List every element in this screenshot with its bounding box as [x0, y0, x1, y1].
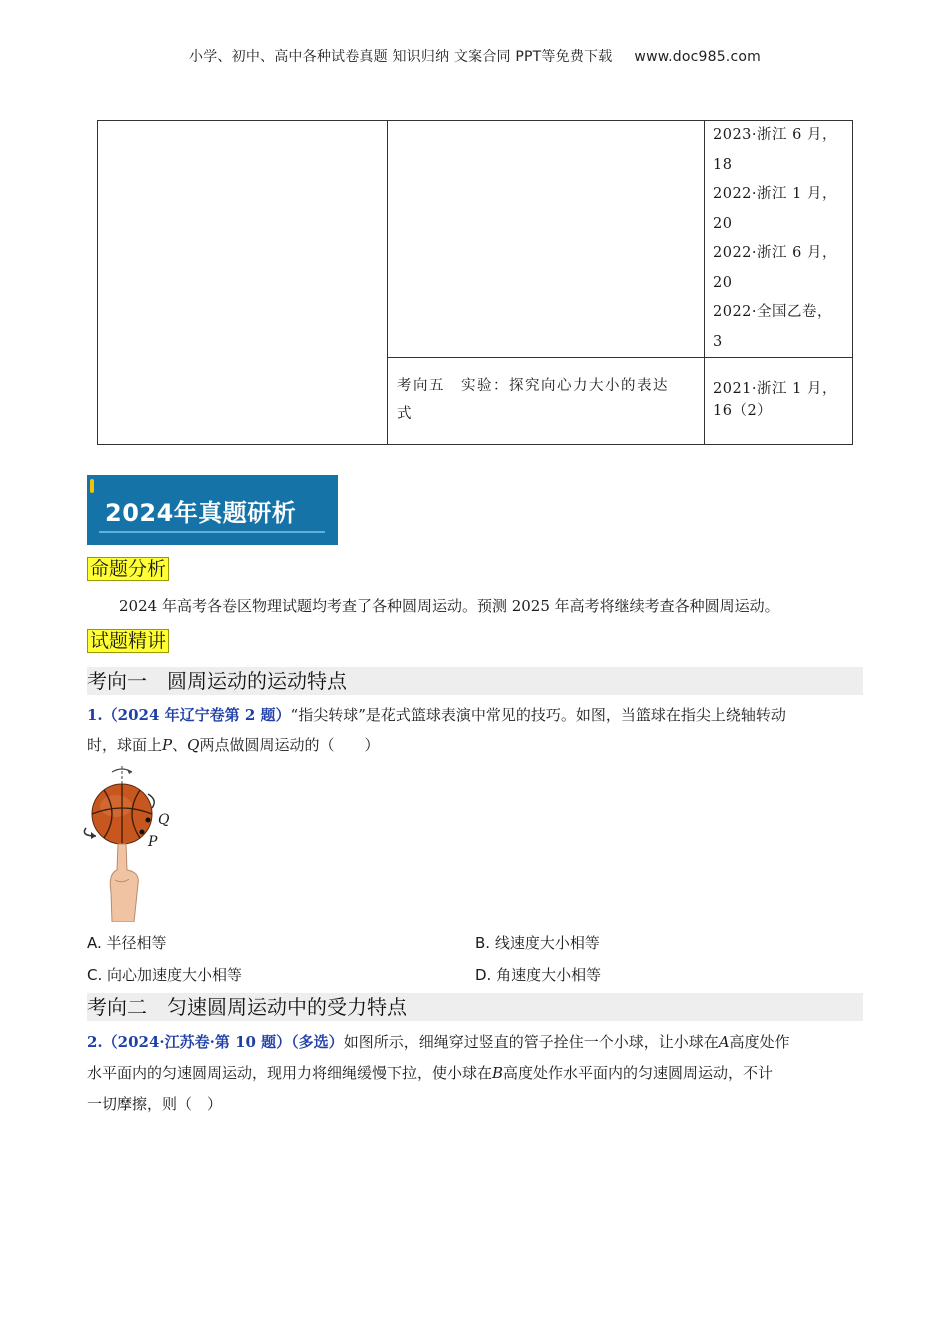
section-banner	[87, 475, 338, 545]
variable-p: P	[162, 736, 173, 754]
option-d[interactable]	[475, 964, 601, 985]
option-label: D.	[475, 966, 492, 984]
exam-table	[97, 120, 853, 445]
question-number: 2.	[87, 1033, 103, 1051]
question-1	[87, 700, 877, 760]
question-source: （2024 年辽宁卷第 2 题）	[102, 706, 291, 724]
banner-accent	[90, 479, 94, 493]
question-text: 高度处作	[729, 1033, 790, 1051]
question-text: 水平面内的匀速圆周运动，现用力将细绳缓慢下拉，使小球在	[87, 1064, 493, 1082]
practice-label: 试题精讲	[87, 629, 169, 653]
header-site-link[interactable]: www.doc985.com	[634, 49, 761, 65]
source-line: 16（2）	[713, 403, 773, 419]
section-heading-1	[87, 667, 863, 695]
variable-q: Q	[187, 736, 200, 754]
section-heading-2	[87, 993, 863, 1021]
question-text: 、	[172, 736, 188, 754]
question-number: 1.	[87, 706, 103, 724]
section-title: 考向二 匀速圆周运动中的受力特点	[87, 995, 407, 1019]
section-title: 考向一 圆周运动的运动特点	[87, 669, 347, 693]
question-text: 如图所示，细绳穿过竖直的管子拴住一个小球，让小球在	[343, 1033, 719, 1051]
question-1-line-1	[87, 700, 877, 730]
topic-line: 考向五 实验：探究向心力大小的表达	[397, 378, 669, 394]
basketball-illustration	[82, 762, 182, 922]
analysis-label-wrap	[87, 557, 169, 581]
variable-a: A	[718, 1033, 730, 1051]
analysis-text: 2024 年高考各卷区物理试题均考查了各种圆周运动。预测 2025 年高考将继续考查各种圆周运动。	[119, 597, 780, 615]
option-text: 半径相等	[106, 934, 167, 952]
option-label: B.	[475, 934, 491, 952]
source-line: 2022·全国乙卷，	[713, 304, 833, 320]
source-line: 2022·浙江 6 月，	[713, 245, 837, 261]
question-2-line-2	[87, 1058, 877, 1089]
topic-line: 式	[397, 406, 413, 422]
source-line: 2023·浙江 6 月，	[713, 127, 837, 143]
question-2-line-1	[87, 1027, 877, 1058]
question-1-line-2	[87, 730, 877, 760]
option-c[interactable]	[87, 964, 242, 985]
option-label: A.	[87, 934, 102, 952]
option-label: C.	[87, 966, 103, 984]
source-line: 20	[713, 274, 733, 291]
variable-b: B	[492, 1064, 504, 1082]
source-line: 3	[713, 333, 723, 350]
label-p: P	[148, 834, 158, 850]
source-line: 2022·浙江 1 月，	[713, 186, 837, 202]
question-2	[87, 1027, 877, 1120]
source-line: 2021·浙江 1 月，	[713, 381, 837, 397]
table-cell-empty-2	[387, 120, 705, 358]
question-text: 高度处作水平面内的匀速圆周运动，不计	[503, 1064, 774, 1082]
option-text: 角速度大小相等	[496, 966, 602, 984]
question-2-line-3: 一切摩擦，则（ ）	[87, 1095, 223, 1113]
option-a[interactable]	[87, 932, 167, 953]
basketball-figure	[82, 762, 182, 922]
label-q: Q	[158, 812, 170, 828]
practice-label-wrap	[87, 629, 169, 653]
page-header	[0, 46, 950, 66]
question-text: 时，球面上	[87, 736, 163, 754]
question-source: （2024·江苏卷·第 10 题）（多选）	[102, 1033, 344, 1051]
analysis-label: 命题分析	[87, 557, 169, 581]
table-cell-topic-5	[387, 357, 705, 445]
question-text: “指尖转球”是花式篮球表演中常见的技巧。如图，当篮球在指尖上绕轴转动	[290, 706, 786, 724]
table-cell-sources	[704, 120, 853, 358]
question-text: 两点做圆周运动的（ ）	[199, 736, 380, 754]
banner-title: 2024年真题研析	[105, 499, 297, 527]
table-cell-empty-1	[97, 120, 388, 445]
option-text: 线速度大小相等	[494, 934, 600, 952]
option-b[interactable]	[475, 932, 600, 953]
source-line: 20	[713, 215, 733, 232]
header-text: 小学、初中、高中各种试卷真题 知识归纳 文案合同 PPT等免费下载	[189, 49, 613, 65]
option-text: 向心加速度大小相等	[107, 966, 243, 984]
source-line: 18	[713, 156, 733, 173]
table-cell-source-5	[704, 357, 853, 445]
banner-frame	[99, 487, 325, 533]
